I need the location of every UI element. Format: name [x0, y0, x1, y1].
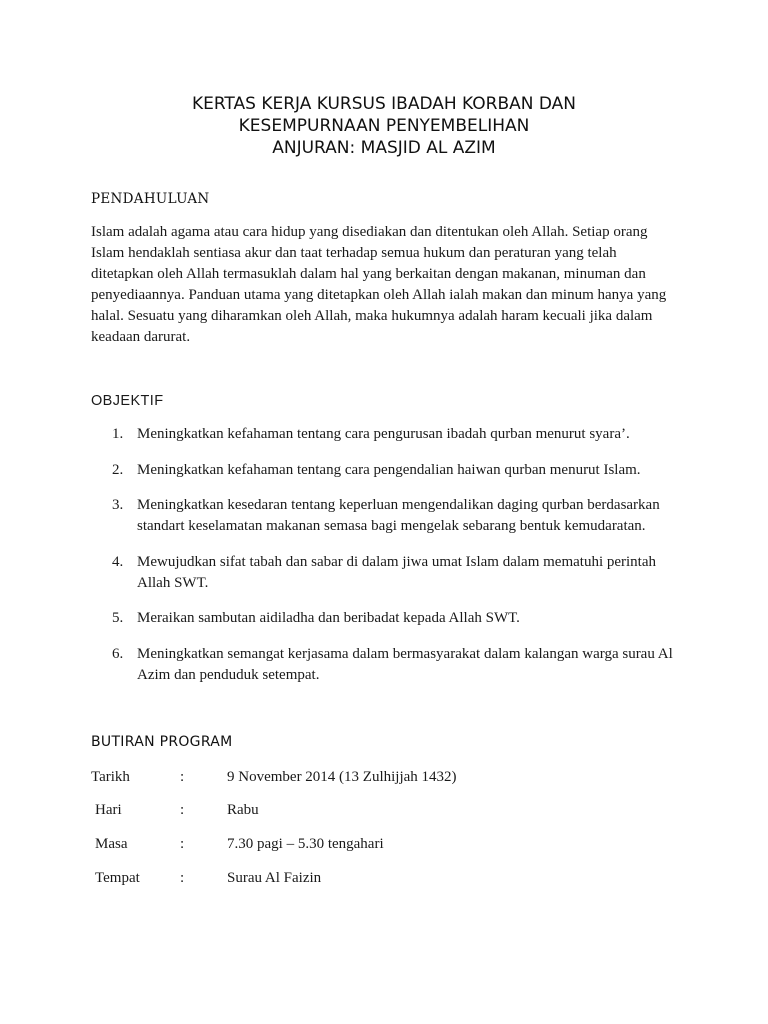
- objective-number: 3.: [112, 497, 124, 513]
- detail-row-tarikh: [0, 766, 768, 788]
- objective-text: [137, 608, 697, 629]
- objective-number: 5.: [112, 610, 124, 626]
- detail-row-hari: [0, 799, 768, 821]
- butiran-program-heading: BUTIRAN PROGRAM: [91, 734, 233, 750]
- pendahuluan-paragraph: [91, 222, 681, 348]
- detail-row-tempat: [0, 867, 768, 889]
- detail-label: Tarikh: [91, 769, 130, 785]
- detail-value: 7.30 pagi – 5.30 tengahari: [227, 836, 384, 852]
- objective-line: Mewujudkan sifat tabah dan sabar di dalam jiwa umat Islam dalam mematuhi perintah: [137, 554, 657, 570]
- title-line: KERTAS KERJA KURSUS IBADAH KORBAN DAN: [191, 94, 577, 114]
- objective-line: Meningkatkan semangat kerjasama dalam bermasyarakat dalam kalangan warga surau Al: [137, 646, 673, 662]
- detail-colon: :: [180, 836, 185, 852]
- paragraph-line: Islam adalah agama atau cara hidup yang disediakan dan ditentukan oleh Allah. Setiap orang: [91, 224, 648, 240]
- title-line: KESEMPURNAAN PENYEMBELIHAN: [238, 116, 530, 136]
- pendahuluan-heading: PENDAHULUAN: [91, 191, 210, 207]
- objective-text: [137, 495, 697, 537]
- detail-colon: :: [180, 870, 185, 886]
- paragraph-line: ditetapkan oleh Allah termasuklah dalam hal yang berkaitan dengan makanan, minuman dan: [91, 266, 646, 282]
- detail-value: 9 November 2014 (13 Zulhijjah 1432): [227, 769, 457, 785]
- objective-line: Meningkatkan kesedaran tentang keperluan mengendalikan daging qurban berdasarkan: [137, 497, 660, 513]
- paragraph-line: penyediaannya. Panduan utama yang ditetapkan oleh Allah ialah makan dan minum hanya yang: [91, 287, 667, 303]
- objective-line: Meraikan sambutan aidiladha dan beribadat kepada Allah SWT.: [137, 610, 520, 626]
- objective-number: 2.: [112, 462, 124, 478]
- detail-colon: :: [180, 769, 185, 785]
- paragraph-line: Islam hendaklah sentiasa akur dan taat terhadap semua hukum dan peraturan yang telah: [91, 245, 617, 261]
- detail-label: Tempat: [95, 870, 140, 886]
- detail-value: Rabu: [227, 802, 259, 818]
- detail-colon: :: [180, 802, 185, 818]
- objective-line: Meningkatkan kefahaman tentang cara pengurusan ibadah qurban menurut syara’.: [137, 426, 630, 442]
- detail-label: Masa: [95, 836, 128, 852]
- document-title: [0, 93, 768, 159]
- objective-number: 4.: [112, 554, 124, 570]
- detail-label: Hari: [95, 802, 122, 818]
- objektif-heading: OBJEKTIF: [91, 393, 164, 409]
- detail-row-masa: [0, 833, 768, 855]
- detail-value: Surau Al Faizin: [227, 870, 322, 886]
- objective-line: Allah SWT.: [137, 575, 209, 591]
- paragraph-line: keadaan darurat.: [91, 329, 191, 345]
- objective-text: [137, 460, 697, 481]
- objective-line: Azim dan penduduk setempat.: [137, 667, 320, 683]
- objective-number: 1.: [112, 426, 124, 442]
- objective-text: [137, 552, 697, 594]
- objective-number: 6.: [112, 646, 124, 662]
- paragraph-line: halal. Sesuatu yang diharamkan oleh Allah, maka hukumnya adalah haram kecuali jika dalam: [91, 308, 653, 324]
- title-line: ANJURAN: MASJID AL AZIM: [272, 138, 496, 158]
- objective-text: [137, 644, 697, 686]
- objective-line: standart keselamatan makanan semasa bagi mengelak sebarang bentuk kemudaratan.: [137, 518, 646, 534]
- objective-line: Meningkatkan kefahaman tentang cara pengendalian haiwan qurban menurut Islam.: [137, 462, 641, 478]
- objective-text: [137, 424, 697, 445]
